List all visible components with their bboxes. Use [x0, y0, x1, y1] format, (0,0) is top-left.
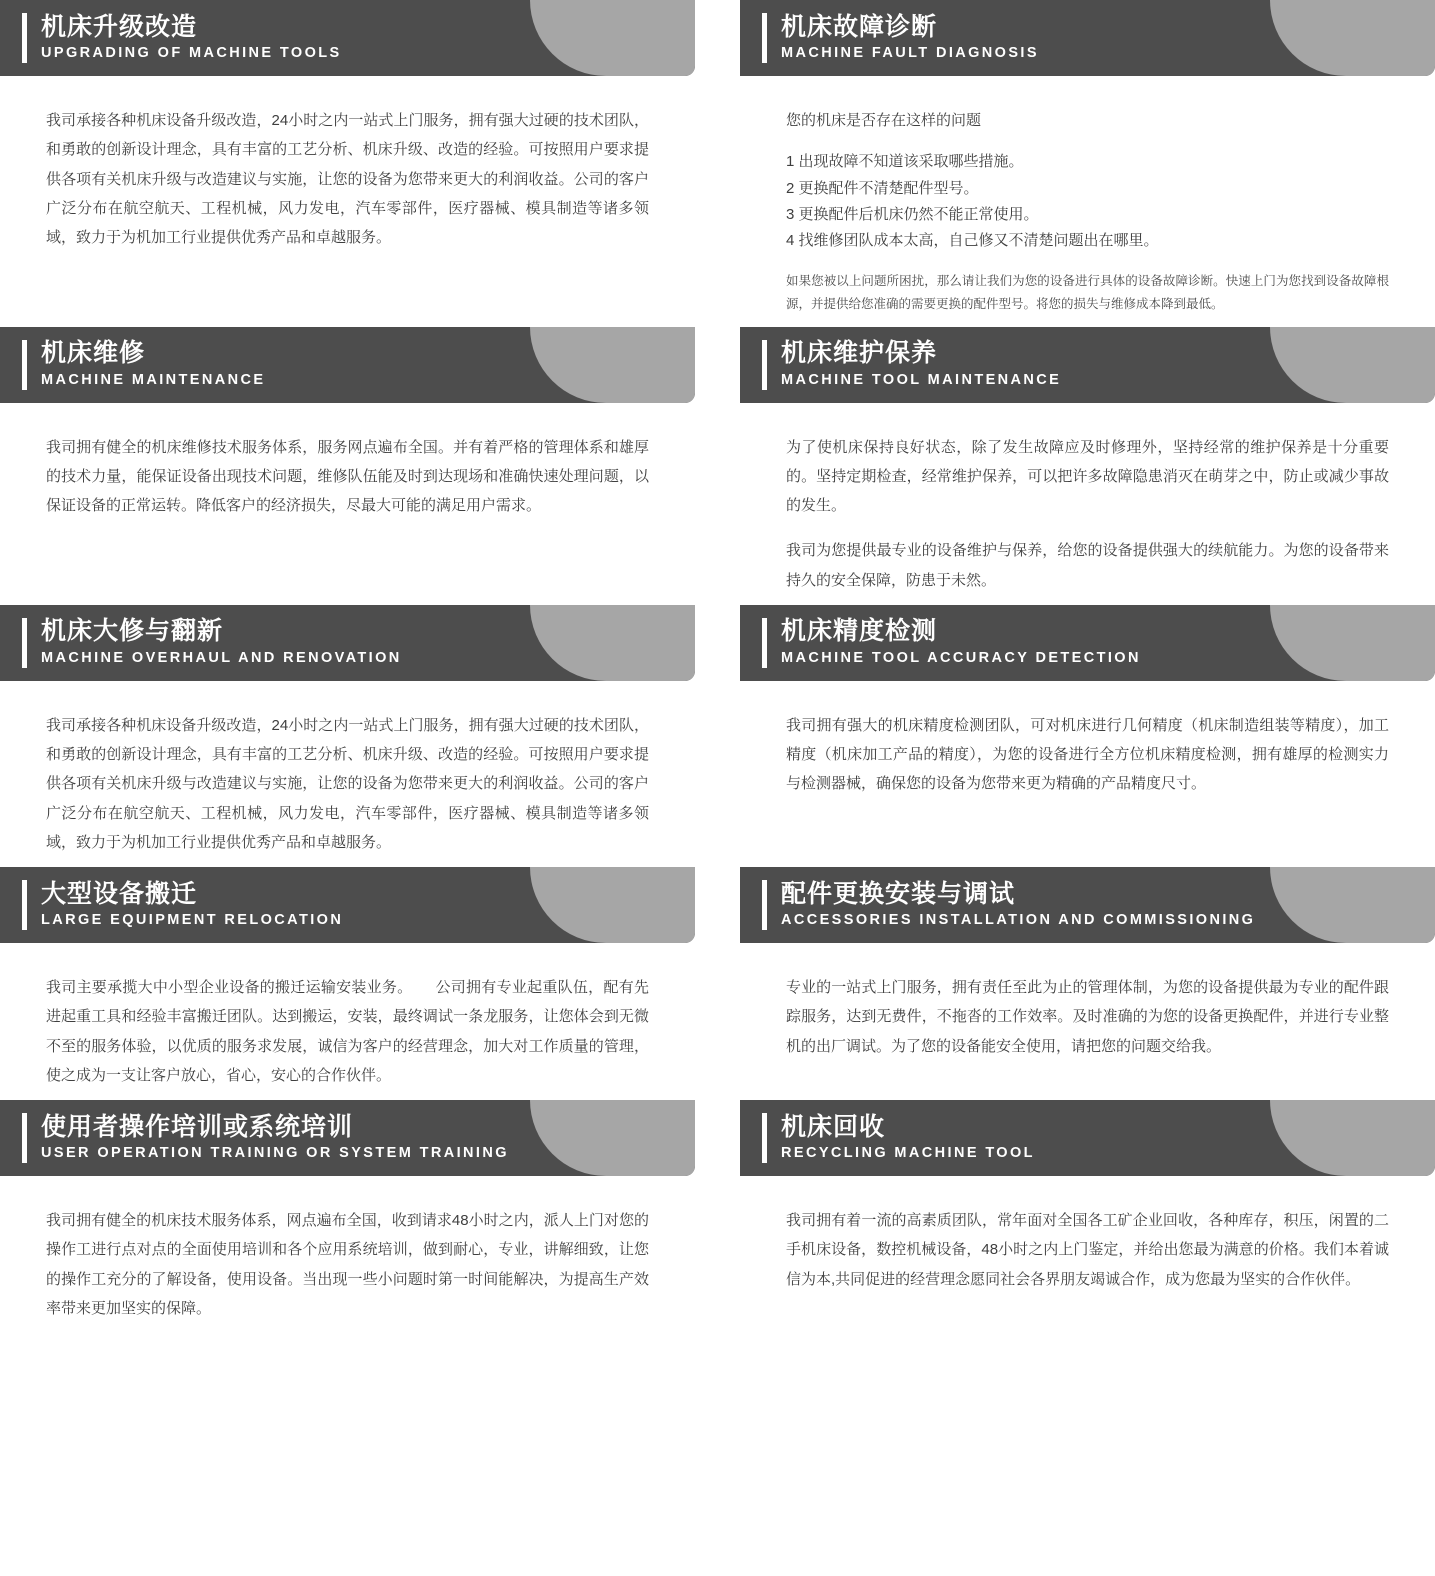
- card-title-en: MACHINE OVERHAUL AND RENOVATION: [41, 650, 402, 667]
- card-body: [740, 681, 1435, 809]
- accent-bar: [762, 13, 767, 63]
- accent-bar: [22, 618, 27, 668]
- card-header: [740, 0, 1435, 76]
- card-title-en: USER OPERATION TRAINING OR SYSTEM TRAINING: [41, 1145, 509, 1162]
- corner-decoration: [530, 0, 695, 76]
- service-card-overhaul: [0, 605, 695, 867]
- list-item: 2 更换配件不清楚配件型号。: [786, 179, 979, 197]
- list-item: 1 出现故障不知道该采取哪些措施。: [786, 153, 1024, 171]
- card-paragraph: 我司拥有健全的机床技术服务体系，网点遍布全国，收到请求48小时之内，派人上门对您的操作工进行点对点的全面使用培训和各个应用系统培训，做到耐心，专业，讲解细致，让您的操作工充分的了解设备，使用设备。当出现一些小问题时第一时间能解决，为提高生产效率带来更加坚实的保障。: [46, 1212, 649, 1317]
- card-title-cn: 机床维护保养: [781, 339, 938, 368]
- service-card-upgrading: [0, 0, 695, 327]
- card-title-cn: 大型设备搬迁: [41, 879, 198, 908]
- card-paragraph: 专业的一站式上门服务，拥有责任至此为止的管理体制，为您的设备提供最为专业的配件跟踪服务，达到无费件，不拖沓的工作效率。及时准确的为您的设备更换配件，并进行专业整机的出厂调试。为了您的设备能安全使用，请把您的问题交给我。: [786, 979, 1389, 1055]
- card-body: [0, 943, 695, 1100]
- card-header: [0, 605, 695, 681]
- list-item: 4 找维修团队成本太高，自己修又不清楚问题出在哪里。: [786, 232, 1159, 249]
- service-card-accessories: [740, 867, 1435, 1100]
- card-body: [740, 76, 1435, 327]
- service-card-tool-maintenance: [740, 327, 1435, 605]
- service-card-maintenance: [0, 327, 695, 605]
- card-header: [0, 327, 695, 403]
- card-body: [0, 681, 695, 867]
- card-header: [0, 1100, 695, 1176]
- card-title-en: MACHINE MAINTENANCE: [41, 371, 266, 388]
- card-title-cn: 配件更换安装与调试: [781, 879, 1016, 908]
- card-header: [0, 867, 695, 943]
- service-card-recycling: [740, 1100, 1435, 1333]
- card-title-en: MACHINE TOOL ACCURACY DETECTION: [781, 650, 1141, 667]
- card-paragraph: 为了使机床保持良好状态，除了发生故障应及时修理外，坚持经常的维护保养是十分重要的。坚持定期检查，经常维护保养，可以把许多故障隐患消灭在萌芽之中，防止或减少事故的发生。: [786, 438, 1389, 514]
- accent-bar: [22, 13, 27, 63]
- card-body: [740, 1176, 1435, 1304]
- card-header: [0, 0, 695, 76]
- list-item: 3 更换配件后机床仍然不能正常使用。: [786, 205, 1039, 223]
- accent-bar: [762, 340, 767, 390]
- card-title-cn: 机床大修与翻新: [41, 617, 224, 646]
- card-body: [0, 76, 695, 262]
- service-card-fault-diagnosis: [740, 0, 1435, 327]
- card-title-cn: 使用者操作培训或系统培训: [41, 1112, 354, 1141]
- card-paragraph: 我司拥有着一流的高素质团队，常年面对全国各工矿企业回收，各种库存，积压，闲置的二手机床设备，数控机械设备，48小时之内上门鉴定，并给出您最为满意的价格。我们本着诚信为本,共同促进的经营理念愿同社会各界朋友竭诚合作，成为您最为坚实的合作伙伴。: [786, 1212, 1389, 1288]
- card-header: [740, 605, 1435, 681]
- card-title-cn: 机床精度检测: [781, 617, 938, 646]
- card-title-cn: 机床回收: [781, 1112, 886, 1141]
- problem-list: [786, 149, 1389, 254]
- card-paragraph: 我司拥有强大的机床精度检测团队，可对机床进行几何精度（机床制造组装等精度），加工精度（机床加工产品的精度），为您的设备进行全方位机床精度检测，拥有雄厚的检测实力与检测器械，确保您的设备为您带来更为精确的产品精度尺寸。: [786, 716, 1389, 793]
- card-title-en: MACHINE TOOL MAINTENANCE: [781, 371, 1062, 388]
- corner-decoration: [530, 327, 695, 403]
- card-title-cn: 机床升级改造: [41, 12, 198, 41]
- accent-bar: [22, 340, 27, 390]
- accent-bar: [762, 618, 767, 668]
- card-intro: 您的机床是否存在这样的问题: [786, 112, 982, 129]
- card-paragraph: 我司主要承揽大中小型企业设备的搬迁运输安装业务。 公司拥有专业起重队伍，配有先进起重工具和经验丰富搬迁团队。达到搬运，安装，最终调试一条龙服务，让您体会到无微不至的服务体验，以优质的服务求发展，诚信为客户的经营理念，加大对工作质量的管理，使之成为一支让客户放心，省心，安心的合作伙伴。: [46, 979, 649, 1084]
- corner-decoration: [1270, 327, 1435, 403]
- card-header: [740, 867, 1435, 943]
- card-note-block: [786, 270, 1389, 316]
- card-body: [740, 943, 1435, 1071]
- card-title-en: LARGE EQUIPMENT RELOCATION: [41, 912, 344, 929]
- card-title-en: RECYCLING MACHINE TOOL: [781, 1145, 1035, 1162]
- card-paragraph: 我司拥有健全的机床维修技术服务体系，服务网点遍布全国。并有着严格的管理体系和雄厚的技术力量，能保证设备出现技术问题，维修队伍能及时到达现场和准确快速处理问题，以保证设备的正常运转。降低客户的经济损失，尽最大可能的满足用户需求。: [46, 438, 649, 514]
- card-title-en: MACHINE FAULT DIAGNOSIS: [781, 45, 1039, 62]
- card-paragraph: 我司为您提供最专业的设备维护与保养，给您的设备提供强大的续航能力。为您的设备带来持久的安全保障，防患于未然。: [786, 542, 1389, 589]
- card-title-cn: 机床维修: [41, 339, 146, 368]
- corner-decoration: [530, 1100, 695, 1176]
- accent-bar: [762, 1113, 767, 1163]
- card-title-en: UPGRADING OF MACHINE TOOLS: [41, 45, 342, 62]
- card-paragraph: 我司承接各种机床设备升级改造，24小时之内一站式上门服务，拥有强大过硬的技术团队，和勇敢的创新设计理念，具有丰富的工艺分析、机床升级、改造的经验。可按照用户要求提供各项有关机床升级与改造建议与实施，让您的设备为您带来更大的利润收益。公司的客户广泛分布在航空航天、工程机械，风力发电，汽车零部件，医疗器械、模具制造等诸多领域，致力于为机加工行业提供优秀产品和卓越服务。: [46, 112, 649, 246]
- corner-decoration: [1270, 867, 1435, 943]
- accent-bar: [762, 880, 767, 930]
- corner-decoration: [530, 605, 695, 681]
- card-body: [0, 1176, 695, 1333]
- corner-decoration: [1270, 0, 1435, 76]
- card-body: [0, 403, 695, 531]
- service-card-accuracy-detection: [740, 605, 1435, 867]
- accent-bar: [22, 1113, 27, 1163]
- service-card-relocation: [0, 867, 695, 1100]
- corner-decoration: [530, 867, 695, 943]
- accent-bar: [22, 880, 27, 930]
- card-header: [740, 1100, 1435, 1176]
- card-title-cn: 机床故障诊断: [781, 12, 938, 41]
- card-title-en: ACCESSORIES INSTALLATION AND COMMISSIONING: [781, 912, 1256, 929]
- corner-decoration: [1270, 1100, 1435, 1176]
- card-header: [740, 327, 1435, 403]
- corner-decoration: [1270, 605, 1435, 681]
- service-card-training: [0, 1100, 695, 1333]
- card-note: 如果您被以上问题所困扰，那么请让我们为您的设备进行具体的设备故障诊断。快速上门为您找到设备故障根源，并提供给您准确的需要更换的配件型号。将您的损失与维修成本降到最低。: [786, 274, 1389, 312]
- card-paragraph: 我司承接各种机床设备升级改造，24小时之内一站式上门服务，拥有强大过硬的技术团队，和勇敢的创新设计理念，具有丰富的工艺分析、机床升级、改造的经验。可按照用户要求提供各项有关机床升级与改造建议与实施，让您的设备为您带来更大的利润收益。公司的客户广泛分布在航空航天、工程机械，风力发电，汽车零部件，医疗器械、模具制造等诸多领域，致力于为机加工行业提供优秀产品和卓越服务。: [46, 716, 649, 851]
- card-body: [740, 403, 1435, 605]
